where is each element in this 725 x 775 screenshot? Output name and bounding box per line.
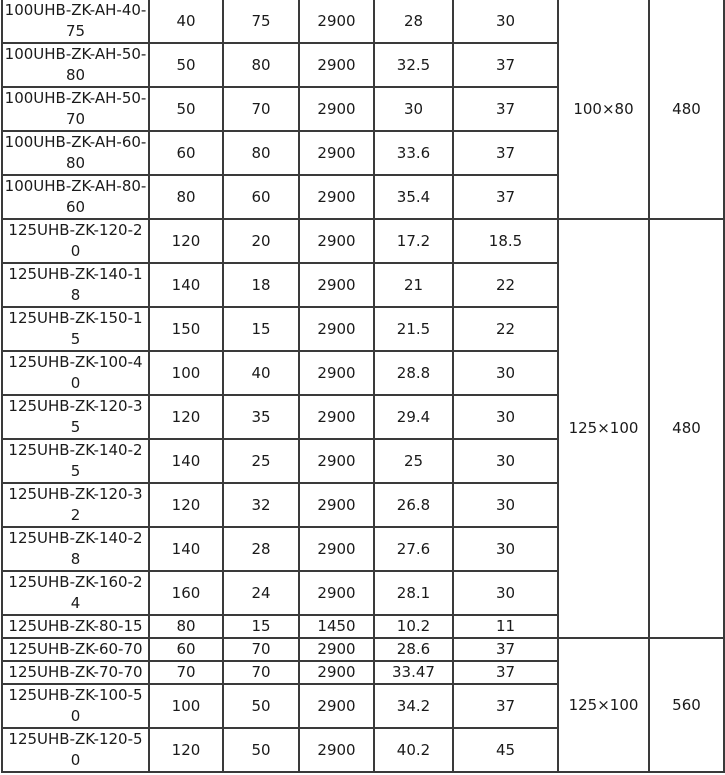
- flow-cell: 120: [149, 219, 223, 263]
- motor-power-cell: 37: [453, 175, 558, 219]
- shaft-power-cell: 40.2: [374, 728, 453, 772]
- speed-cell: 2900: [299, 263, 374, 307]
- motor-power-cell: 30: [453, 527, 558, 571]
- shaft-power-cell: 21: [374, 263, 453, 307]
- flow-cell: 80: [149, 615, 223, 638]
- shaft-power-cell: 28.6: [374, 638, 453, 661]
- shaft-power-cell: 33.47: [374, 661, 453, 684]
- head-cell: 80: [223, 131, 299, 175]
- head-cell: 25: [223, 439, 299, 483]
- inlet-outlet-cell: 125×100: [558, 219, 649, 638]
- head-cell: 70: [223, 661, 299, 684]
- flow-cell: 140: [149, 527, 223, 571]
- weight-cell: 480: [649, 219, 724, 638]
- motor-power-cell: 30: [453, 0, 558, 43]
- head-cell: 15: [223, 307, 299, 351]
- model-cell: 125UHB-ZK-140-25: [2, 439, 149, 483]
- flow-cell: 140: [149, 439, 223, 483]
- model-cell: 125UHB-ZK-150-15: [2, 307, 149, 351]
- head-cell: 24: [223, 571, 299, 615]
- speed-cell: 2900: [299, 43, 374, 87]
- head-cell: 70: [223, 638, 299, 661]
- speed-cell: 2900: [299, 87, 374, 131]
- inlet-outlet-cell: 125×100: [558, 638, 649, 772]
- head-cell: 75: [223, 0, 299, 43]
- table-row: [2, 219, 724, 263]
- model-cell: 100UHB-ZK-AH-60-80: [2, 131, 149, 175]
- model-cell: 125UHB-ZK-120-35: [2, 395, 149, 439]
- motor-power-cell: 37: [453, 43, 558, 87]
- speed-cell: 2900: [299, 0, 374, 43]
- model-cell: 125UHB-ZK-100-50: [2, 684, 149, 728]
- motor-power-cell: 37: [453, 638, 558, 661]
- model-cell: 125UHB-ZK-140-18: [2, 263, 149, 307]
- model-cell: 125UHB-ZK-120-20: [2, 219, 149, 263]
- table-body: [2, 0, 724, 772]
- motor-power-cell: 22: [453, 307, 558, 351]
- model-cell: 100UHB-ZK-AH-50-80: [2, 43, 149, 87]
- speed-cell: 1450: [299, 615, 374, 638]
- table-row: [2, 0, 724, 43]
- head-cell: 50: [223, 728, 299, 772]
- motor-power-cell: 30: [453, 439, 558, 483]
- shaft-power-cell: 17.2: [374, 219, 453, 263]
- head-cell: 20: [223, 219, 299, 263]
- flow-cell: 60: [149, 131, 223, 175]
- model-cell: 100UHB-ZK-AH-50-70: [2, 87, 149, 131]
- model-cell: 125UHB-ZK-120-32: [2, 483, 149, 527]
- flow-cell: 120: [149, 483, 223, 527]
- speed-cell: 2900: [299, 728, 374, 772]
- shaft-power-cell: 34.2: [374, 684, 453, 728]
- motor-power-cell: 37: [453, 661, 558, 684]
- motor-power-cell: 18.5: [453, 219, 558, 263]
- weight-cell: 480: [649, 0, 724, 219]
- flow-cell: 70: [149, 661, 223, 684]
- head-cell: 60: [223, 175, 299, 219]
- speed-cell: 2900: [299, 661, 374, 684]
- motor-power-cell: 30: [453, 395, 558, 439]
- shaft-power-cell: 32.5: [374, 43, 453, 87]
- flow-cell: 100: [149, 684, 223, 728]
- flow-cell: 40: [149, 0, 223, 43]
- shaft-power-cell: 25: [374, 439, 453, 483]
- motor-power-cell: 22: [453, 263, 558, 307]
- flow-cell: 60: [149, 638, 223, 661]
- model-cell: 125UHB-ZK-60-70: [2, 638, 149, 661]
- shaft-power-cell: 26.8: [374, 483, 453, 527]
- table-row: [2, 638, 724, 661]
- model-cell: 125UHB-ZK-160-24: [2, 571, 149, 615]
- flow-cell: 160: [149, 571, 223, 615]
- speed-cell: 2900: [299, 219, 374, 263]
- shaft-power-cell: 27.6: [374, 527, 453, 571]
- motor-power-cell: 37: [453, 684, 558, 728]
- speed-cell: 2900: [299, 571, 374, 615]
- speed-cell: 2900: [299, 483, 374, 527]
- flow-cell: 100: [149, 351, 223, 395]
- motor-power-cell: 37: [453, 87, 558, 131]
- shaft-power-cell: 28: [374, 0, 453, 43]
- head-cell: 80: [223, 43, 299, 87]
- model-cell: 100UHB-ZK-AH-80-60: [2, 175, 149, 219]
- shaft-power-cell: 21.5: [374, 307, 453, 351]
- flow-cell: 120: [149, 395, 223, 439]
- pump-spec-table: [1, 0, 725, 773]
- shaft-power-cell: 28.8: [374, 351, 453, 395]
- flow-cell: 50: [149, 87, 223, 131]
- speed-cell: 2900: [299, 175, 374, 219]
- head-cell: 18: [223, 263, 299, 307]
- speed-cell: 2900: [299, 638, 374, 661]
- flow-cell: 80: [149, 175, 223, 219]
- head-cell: 70: [223, 87, 299, 131]
- model-cell: 125UHB-ZK-140-28: [2, 527, 149, 571]
- flow-cell: 120: [149, 728, 223, 772]
- flow-cell: 50: [149, 43, 223, 87]
- motor-power-cell: 30: [453, 351, 558, 395]
- head-cell: 50: [223, 684, 299, 728]
- motor-power-cell: 45: [453, 728, 558, 772]
- inlet-outlet-cell: 100×80: [558, 0, 649, 219]
- speed-cell: 2900: [299, 684, 374, 728]
- flow-cell: 150: [149, 307, 223, 351]
- shaft-power-cell: 33.6: [374, 131, 453, 175]
- shaft-power-cell: 30: [374, 87, 453, 131]
- speed-cell: 2900: [299, 131, 374, 175]
- shaft-power-cell: 29.4: [374, 395, 453, 439]
- model-cell: 100UHB-ZK-AH-40-75: [2, 0, 149, 43]
- shaft-power-cell: 35.4: [374, 175, 453, 219]
- weight-cell: 560: [649, 638, 724, 772]
- flow-cell: 140: [149, 263, 223, 307]
- speed-cell: 2900: [299, 395, 374, 439]
- motor-power-cell: 30: [453, 571, 558, 615]
- shaft-power-cell: 10.2: [374, 615, 453, 638]
- shaft-power-cell: 28.1: [374, 571, 453, 615]
- motor-power-cell: 11: [453, 615, 558, 638]
- head-cell: 28: [223, 527, 299, 571]
- motor-power-cell: 30: [453, 483, 558, 527]
- motor-power-cell: 37: [453, 131, 558, 175]
- head-cell: 35: [223, 395, 299, 439]
- model-cell: 125UHB-ZK-70-70: [2, 661, 149, 684]
- head-cell: 32: [223, 483, 299, 527]
- model-cell: 125UHB-ZK-120-50: [2, 728, 149, 772]
- model-cell: 125UHB-ZK-100-40: [2, 351, 149, 395]
- speed-cell: 2900: [299, 307, 374, 351]
- head-cell: 40: [223, 351, 299, 395]
- speed-cell: 2900: [299, 439, 374, 483]
- speed-cell: 2900: [299, 527, 374, 571]
- speed-cell: 2900: [299, 351, 374, 395]
- head-cell: 15: [223, 615, 299, 638]
- model-cell: 125UHB-ZK-80-15: [2, 615, 149, 638]
